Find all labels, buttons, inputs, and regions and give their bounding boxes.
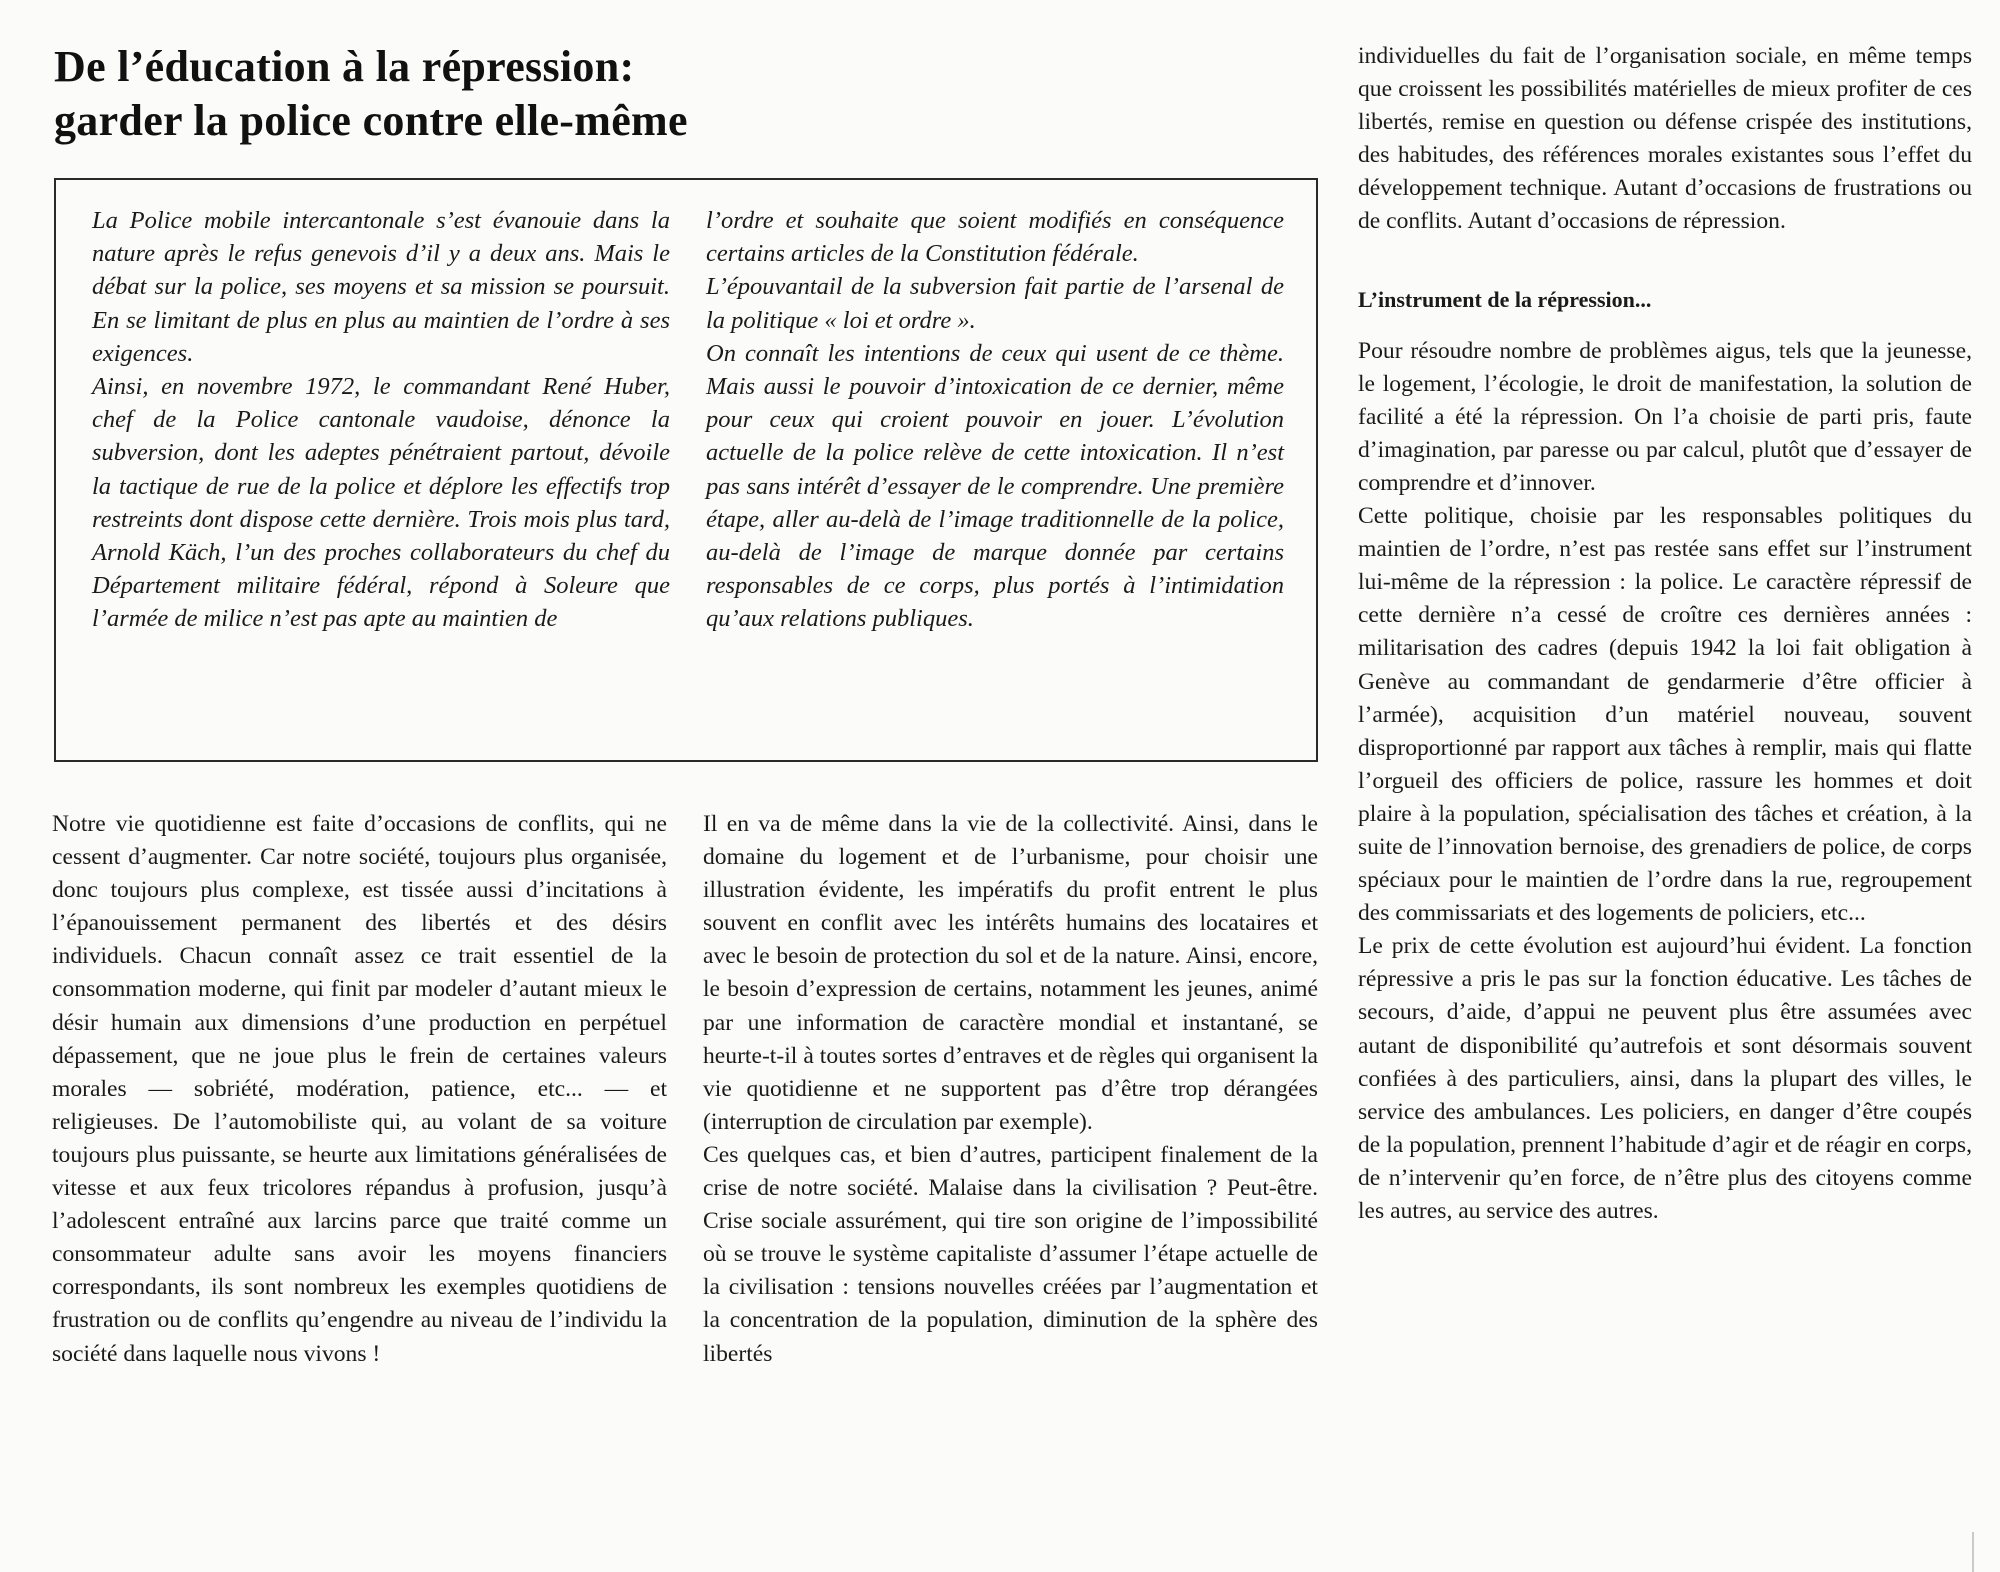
page-edge-mark [1972, 1532, 1992, 1572]
intro-paragraph: La Police mobile intercantonale s’est évanouie dans la nature après le refus genevois d’il y a deux ans. Mais le débat sur la police, ses moyens et sa mission se poursuit. En se limitant de plus en plus au maintien de l’ordre à ses exigences. [92, 207, 670, 367]
intro-paragraph: L’épouvantail de la subversion fait partie de l’arsenal de la politique « loi et ordre ». [706, 273, 1284, 334]
intro-paragraph: Ainsi, en novembre 1972, le commandant René Huber, chef de la Police cantonale vaudoise, dénonce la subversion, dont les adeptes pénétraient partout, dévoile la tactique de rue de la police et déplore les effectifs trop restreints dont dispose cette dernière. Trois mois plus tard, Arnold Käch, l’un des proches collaborateurs du chef du Département militaire fédéral, répond à Soleure que l’armée de milice n’est pas apte au maintien de [92, 373, 670, 633]
body-paragraph: individuelles du fait de l’organisation sociale, en même temps que croissent les possibilités matérielles de mieux profiter de ces libertés, remise en question ou défense crispée des institutions, des habitudes, des références morales existantes sous l’effet du développement technique. Autant d’occasions de frustrations ou de conflits. Autant d’occasions de répression. [1358, 43, 1972, 235]
body-paragraph: Le prix de cette évolution est aujourd’hui évident. La fonction répressive a pris le pas sur la fonction éducative. Les tâches de secours, d’aide, d’appui ne peuvent plus être assumées avec autant de disponibilité qu’autrefois et sont désormais souvent confiées à des particuliers, ainsi, dans la plupart des villes, le service des ambulances. Les policiers, en danger d’être coupés de la population, prennent l’habitude d’agir et de réagir en corps, de n’intervenir qu’en force, de n’être plus des citoyens comme les autres, au service des autres. [1358, 933, 1972, 1224]
body-paragraph: Cette politique, choisie par les responsables politiques du maintien de l’ordre, n’est pas restée sans effet sur l’instrument lui-même de la répression : la police. Le caractère répressif de cette dernière n’a cessé de croître ces dernières années : militarisation des cadres (depuis 1942 la loi fait obligation à Genève au commandant de gendarmerie d’être officier à l’armée), acquisition d’un matériel nouveau, souvent disproportionné par rapport aux tâches à remplir, mais qui flatte l’orgueil des officiers de police, rassure les hommes et doit plaire à la population, spécialisation des tâches et création, à la suite de l’innovation bernoise, des grenadiers de police, de corps spéciaux pour le maintien de l’ordre dans la rue, regroupement des commissariats et des logements de policiers, etc... [1358, 503, 1972, 927]
body-column-2 [703, 808, 1318, 1371]
section-subheading: L’instrument de la répression... [1358, 286, 1652, 312]
intro-paragraph: On connaît les intentions de ceux qui usent de ce thème. Mais aussi le pouvoir d’intoxication de ce dernier, même pour ceux qui croient pouvoir en jouer. L’évolution actuelle de la police relève de cette intoxication. Il n’est pas sans intérêt d’essayer de le comprendre. Une première étape, aller au-delà de l’image traditionnelle de la police, au-delà de l’image de marque donnée par certains responsables de ce corps, plus portés à l’intimidation qu’aux relations publiques. [706, 339, 1284, 633]
body-column-1 [52, 808, 667, 1371]
body-column-3 [1358, 40, 1972, 1228]
article-title-line-2: garder la police contre elle-même [54, 96, 688, 145]
intro-column-1 [92, 204, 670, 636]
body-paragraph: Ces quelques cas, et bien d’autres, participent finalement de la crise de notre société. Malaise dans la civilisation ? Peut-être. Crise sociale assurément, qui tire son origine de l’impossibilité où se trouve le système capitaliste d’assumer l’étape actuelle de la civilisation : tensions nouvelles créées par l’augmentation et la concentration de la population, diminution de la sphère des libertés [703, 1141, 1318, 1367]
intro-column-2 [706, 204, 1284, 636]
article-title [54, 40, 1254, 148]
body-paragraph: Il en va de même dans la vie de la collectivité. Ainsi, dans le domaine du logement et de l’urbanisme, pour choisir une illustration évidente, les impératifs du profit entrent le plus souvent en conflit avec les intérêts humains des locataires et avec le besoin de protection du sol et de la nature. Ainsi, encore, le besoin d’expression de certains, notamment les jeunes, animé par une information de caractère mondial et instantané, se heurte-t-il à toutes sortes d’entraves et de règles qui organisent la vie quotidienne et ne supportent pas d’être trop dérangées (interruption de circulation par exemple). [703, 811, 1318, 1135]
article-title-line-1: De l’éducation à la répression: [54, 42, 635, 91]
intro-paragraph: l’ordre et souhaite que soient modifiés en conséquence certains articles de la Constitution fédérale. [706, 207, 1284, 268]
body-paragraph: Pour résoudre nombre de problèmes aigus, tels que la jeunesse, le logement, l’écologie, le droit de manifestation, la solution de facilité a été la répression. On l’a choisie de parti pris, faute d’imagination, par paresse ou par calcul, plutôt que d’essayer de comprendre et d’innover. [1358, 337, 1972, 496]
body-paragraph: Notre vie quotidienne est faite d’occasions de conflits, qui ne cessent d’augmenter. Car notre société, toujours plus organisée, donc toujours plus complexe, est tissée aussi d’incitations à l’épanouissement permanent des libertés et des désirs individuels. Chacun connaît assez ce trait essentiel de la consommation moderne, qui finit par modeler d’autant mieux le désir humain aux dimensions d’une production en perpétuel dépassement, que ne joue plus le frein de certaines valeurs morales — sobriété, modération, patience, etc... — et religieuses. De l’automobiliste qui, au volant de sa voiture toujours plus puissante, se heurte aux limitations généralisées de vitesse et aux feux tricolores répandus à profusion, jusqu’à l’adolescent entraîné aux larcins parce que traité comme un consommateur adulte sans avoir les moyens financiers correspondants, ils sont nombreux les exemples quotidiens de frustration ou de conflits qu’engendre au niveau de l’individu la société dans laquelle nous vivons ! [52, 811, 667, 1367]
intro-box [54, 178, 1318, 762]
